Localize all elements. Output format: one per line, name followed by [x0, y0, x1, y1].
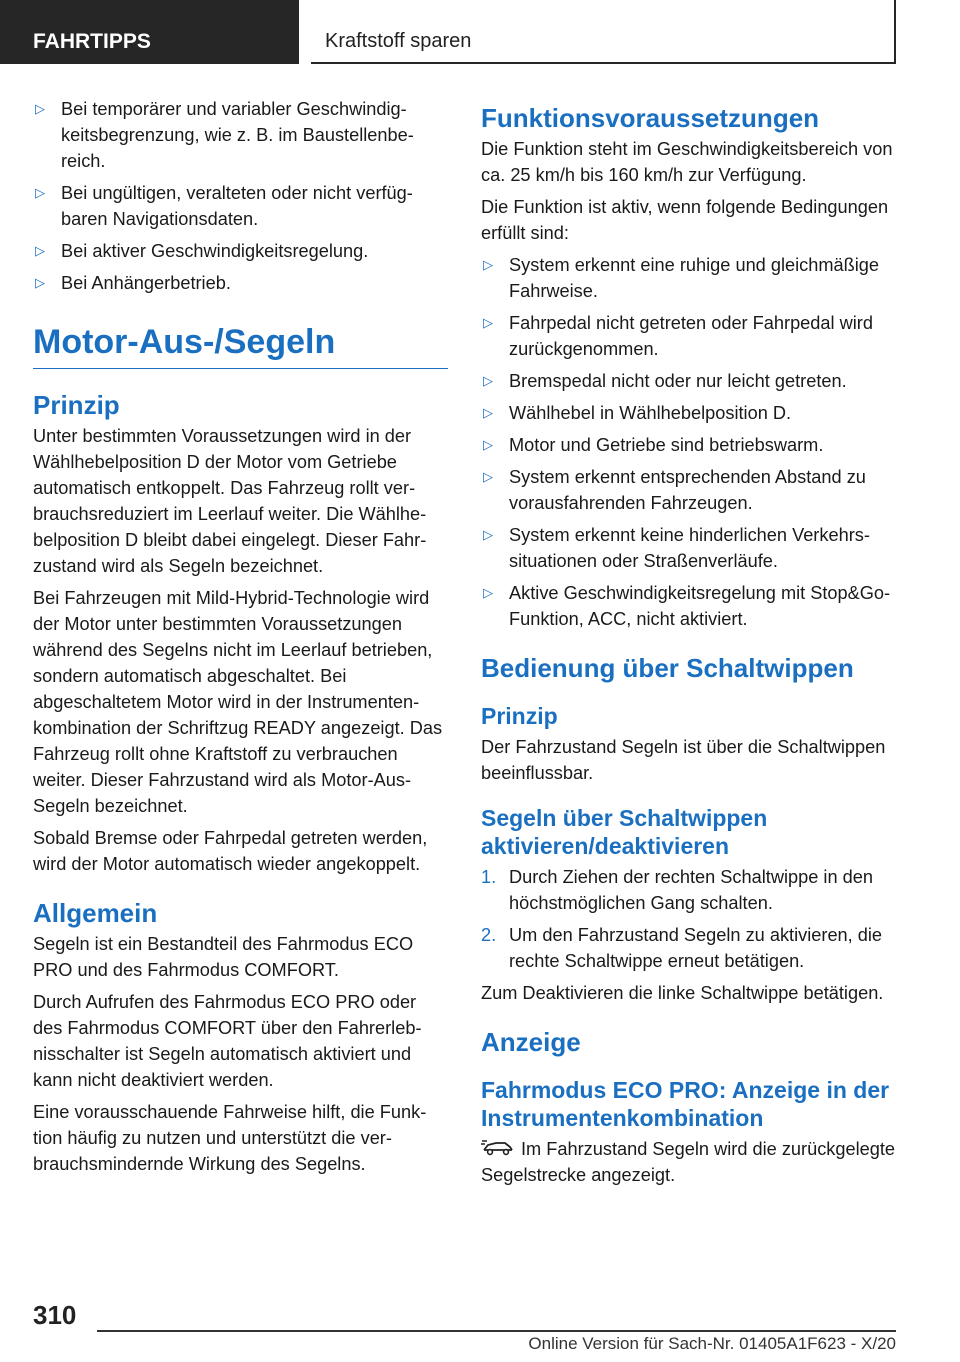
triangle-right-icon: ▷: [483, 437, 493, 452]
list-item: ▷ Bremspedal nicht oder nur leicht getreten.: [481, 368, 896, 394]
list-item: ▷ System erkennt eine ruhige und gleichmäßige Fahrweise.: [481, 252, 896, 304]
triangle-right-icon: ▷: [483, 527, 493, 542]
list-item: ▷ System erkennt entsprechenden Abstand zu vorausfahrenden Fahrzeugen.: [481, 464, 896, 516]
paragraph: Unter bestimmten Voraussetzungen wird in der Wählhebelposition D der Motor vom Getriebe automatisch entkoppelt. Das Fahrzeug rollt verbrauchsreduziert im Leerlauf weiter. Die Wählhebelposition D bleibt dabei eingelegt. Dieser Fahrzustand wird als Segeln bezeichnet.: [33, 426, 427, 576]
triangle-right-icon: ▷: [35, 275, 45, 290]
chapter-title: Kraftstoff sparen: [325, 30, 472, 52]
step-item: 1. Durch Ziehen der rechten Schaltwippe in den höchstmöglichen Gang schalten.: [481, 864, 896, 916]
page-number: 310: [33, 1300, 77, 1330]
bedienung-prinzip-heading: Prinzip: [481, 703, 558, 729]
footer-divider: [97, 1330, 896, 1332]
steps-list: [481, 864, 896, 974]
triangle-right-icon: ▷: [35, 185, 45, 200]
bullet-list-top: [33, 96, 448, 296]
paragraph: Bei Fahrzeugen mit Mild-Hybrid-Technologie wird der Motor unter bestimmten Voraussetzungen während des Segelns nicht im Leerlauf betrieben, sondern automatisch abgeschaltet. Bei abgeschaltetem Motor wird in der Instrumentenkombination der Schriftzug READY angezeigt. Das Fahrzeug rollt ohne Kraftstoff zu verbrauchen weiter. Dieser Fahrzustand wird als Motor-Aus-Segeln bezeichnet.: [33, 588, 443, 816]
paragraph: Eine vorausschauende Fahrweise hilft, die Funktion häufig zu nutzen und unterstützt die verbrauchsmindernde Wirkung des Segelns.: [33, 1102, 427, 1174]
prinzip-heading: Prinzip: [33, 390, 120, 420]
list-item: ▷ Wählhebel in Wählhebelposition D.: [481, 400, 896, 426]
section-title: FAHRTIPPS: [33, 30, 151, 53]
list-item: ▷ Bei ungültigen, veralteten oder nicht verfügbaren Navigationsdaten.: [33, 180, 448, 232]
left-column: [33, 96, 448, 1183]
step-item: 2. Um den Fahrzustand Segeln zu aktivieren, die rechte Schaltwippe erneut betätigen.: [481, 922, 896, 974]
paragraph: Die Funktion steht im Geschwindigkeitsbereich von ca. 25 km/h bis 160 km/h zur Verfügung.: [481, 139, 893, 185]
triangle-right-icon: ▷: [483, 585, 493, 600]
right-column: [481, 96, 896, 1194]
paragraph: Die Funktion ist aktiv, wenn folgende Bedingungen erfüllt sind:: [481, 197, 889, 243]
footer-text: Online Version für Sach-Nr. 01405A1F623 - X/20: [528, 1334, 896, 1353]
list-item: ▷ Bei temporärer und variabler Geschwindigkeitsbegrenzung, wie z. B. im Baustellenbereich.: [33, 96, 448, 174]
page-title: Motor-Aus-/Segeln: [33, 322, 448, 369]
chapter-header: [311, 0, 896, 64]
triangle-right-icon: ▷: [35, 243, 45, 258]
list-item: ▷ System erkennt keine hinderlichen Verkehrssituationen oder Straßenverläufe.: [481, 522, 896, 574]
paragraph: Zum Deaktivieren die linke Schaltwippe betätigen.: [481, 983, 884, 1003]
triangle-right-icon: ▷: [483, 315, 493, 330]
triangle-right-icon: ▷: [483, 405, 493, 420]
step-number: 2.: [481, 925, 497, 945]
triangle-right-icon: ▷: [483, 373, 493, 388]
list-item: ▷ Aktive Geschwindigkeitsregelung mit Stop&Go-Funktion, ACC, nicht aktiviert.: [481, 580, 896, 632]
section-tab: [0, 0, 299, 64]
paragraph: Im Fahrzustand Segeln wird die zurückgelegte Segelstrecke angezeigt.: [481, 1139, 896, 1185]
list-item: ▷ Motor und Getriebe sind betriebswarm.: [481, 432, 896, 458]
paragraph: Durch Aufrufen des Fahrmodus ECO PRO oder des Fahrmodus COMFORT über den Fahrerlebnisschalter ist Segeln automatisch aktiviert und kann nicht deaktiviert werden.: [33, 992, 422, 1090]
list-item: ▷ Bei Anhängerbetrieb.: [33, 270, 448, 296]
condition-list: [481, 252, 896, 632]
segeln-heading: Segeln über Schaltwippen aktivieren/deaktivieren: [481, 805, 768, 859]
coasting-car-icon: [481, 1137, 515, 1157]
bedienung-heading: Bedienung über Schaltwippen: [481, 653, 854, 683]
list-item: ▷ Bei aktiver Geschwindigkeitsregelung.: [33, 238, 448, 264]
paragraph: Sobald Bremse oder Fahrpedal getreten werden, wird der Motor automatisch wieder angekoppelt.: [33, 828, 428, 874]
triangle-right-icon: ▷: [35, 101, 45, 116]
step-number: 1.: [481, 867, 497, 887]
paragraph: Der Fahrzustand Segeln ist über die Schaltwippen beeinflussbar.: [481, 737, 886, 783]
paragraph: Segeln ist ein Bestandteil des Fahrmodus ECO PRO und des Fahrmodus COMFORT.: [33, 934, 414, 980]
triangle-right-icon: ▷: [483, 469, 493, 484]
funktion-heading: Funktionsvoraussetzungen: [481, 103, 820, 133]
triangle-right-icon: ▷: [483, 257, 493, 272]
eco-heading: Fahrmodus ECO PRO: Anzeige in der Instrumentenkombination: [481, 1077, 890, 1131]
allgemein-heading: Allgemein: [33, 898, 158, 928]
anzeige-heading: Anzeige: [481, 1027, 581, 1057]
list-item: ▷ Fahrpedal nicht getreten oder Fahrpedal wird zurückgenommen.: [481, 310, 896, 362]
